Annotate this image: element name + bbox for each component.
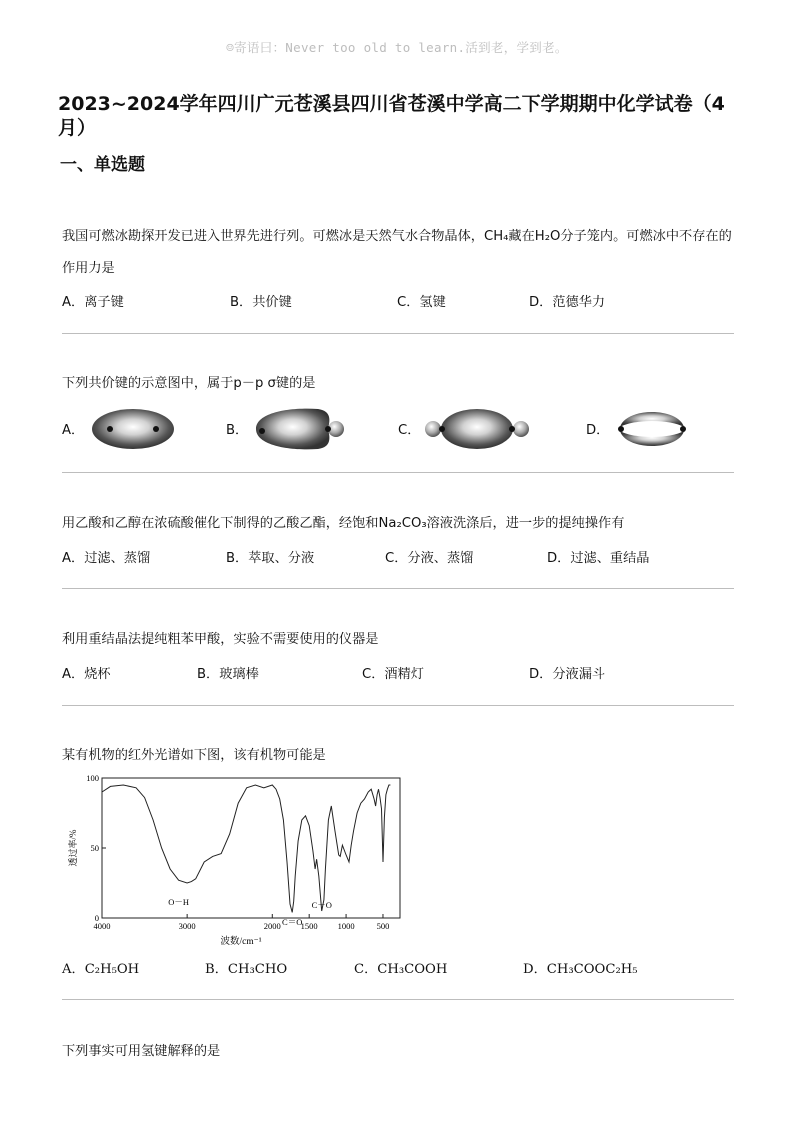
question-5-options <box>62 958 742 980</box>
question-5-stem: 某有机物的红外光谱如下图，该有机物可能是 <box>62 748 326 763</box>
y-tick-label: 0 <box>94 913 99 923</box>
peak-annotation: C＝O <box>282 916 303 927</box>
orbital-c-image <box>422 407 532 451</box>
x-tick-label: 3000 <box>178 921 196 931</box>
divider <box>62 705 734 706</box>
q3-option-b[interactable]: B．萃取、分液 <box>226 551 315 566</box>
q5-option-c[interactable]: C．CH₃COOH <box>354 962 448 977</box>
question-2-stem: 下列共价键的示意图中，属于p－p σ键的是 <box>62 376 316 391</box>
q2-option-c-label[interactable]: C． <box>398 423 421 438</box>
question-1-options <box>62 291 742 313</box>
x-axis-label: 波数/cm⁻¹ <box>220 937 262 947</box>
question-4-stem: 利用重结晶法提纯粗苯甲酸，实验不需要使用的仪器是 <box>62 632 379 647</box>
q4-option-a[interactable]: A．烧杯 <box>62 667 111 682</box>
q3-option-c[interactable]: C．分液、蒸馏 <box>385 551 474 566</box>
q1-option-a[interactable]: A．离子键 <box>62 295 124 310</box>
orbital-a-image <box>90 407 176 451</box>
orbital-b-image <box>248 405 348 453</box>
question-6-stem: 下列事实可用氢键解释的是 <box>62 1044 221 1059</box>
question-1-stem: 我国可燃冰勘探开发已进入世界先进行列。可燃冰是天然气水合物晶体，CH₄藏在H₂O分子笼内。可燃冰中不存在的作用力是 <box>62 229 732 276</box>
question-3-stem: 用乙酸和乙醇在浓硫酸催化下制得的乙酸乙酯，经饱和Na₂CO₃溶液洗涤后，进一步的提纯操作有 <box>62 516 625 531</box>
divider <box>62 588 734 589</box>
y-tick-label: 100 <box>86 773 99 783</box>
question-3-options <box>62 547 742 569</box>
x-tick-label: 1000 <box>337 921 355 931</box>
page-title: 2023~2024学年四川广元苍溪县四川省苍溪中学高二下学期期中化学试卷（4月） <box>58 93 725 139</box>
divider <box>62 472 734 473</box>
peak-annotation: C－O <box>311 900 332 910</box>
q5-option-a[interactable]: A．C₂H₅OH <box>62 962 140 977</box>
q2-option-d-label[interactable]: D． <box>586 423 610 438</box>
q3-option-a[interactable]: A．过滤、蒸馏 <box>62 551 151 566</box>
x-tick-label: 500 <box>376 921 390 931</box>
q4-option-b[interactable]: B．玻璃棒 <box>197 667 259 682</box>
y-axis-label: 透过率/% <box>68 829 78 867</box>
peak-annotation: O－H <box>168 897 190 908</box>
spectrum-line <box>102 785 390 912</box>
q4-option-d[interactable]: D．分液漏斗 <box>529 667 606 682</box>
divider <box>62 999 734 1000</box>
x-tick-label: 2000 <box>263 921 281 931</box>
y-tick-label: 50 <box>90 843 99 853</box>
orbital-d-image <box>612 405 692 453</box>
q3-option-d[interactable]: D．过滤、重结晶 <box>547 551 650 566</box>
x-tick-label: 1500 <box>300 921 318 931</box>
section-heading: 一、单选题 <box>60 155 145 175</box>
q1-option-c[interactable]: C．氢键 <box>397 295 446 310</box>
q4-option-c[interactable]: C．酒精灯 <box>362 667 424 682</box>
x-tick-label: 4000 <box>93 921 111 931</box>
question-2-options <box>62 405 742 453</box>
q5-option-b[interactable]: B．CH₃CHO <box>205 962 288 977</box>
q1-option-d[interactable]: D．范德华力 <box>529 295 606 310</box>
ir-spectrum-chart <box>62 770 412 950</box>
q2-option-a-label[interactable]: A． <box>62 423 85 438</box>
q2-option-b-label[interactable]: B． <box>226 423 249 438</box>
motto-header: ☺寄语曰：Never too old to learn.活到老，学到老。 <box>226 40 568 55</box>
plot-frame <box>102 778 400 918</box>
q5-option-d[interactable]: D．CH₃COOC₂H₅ <box>523 962 638 977</box>
question-4-options <box>62 663 742 685</box>
divider <box>62 333 734 334</box>
q1-option-b[interactable]: B．共价键 <box>230 295 292 310</box>
